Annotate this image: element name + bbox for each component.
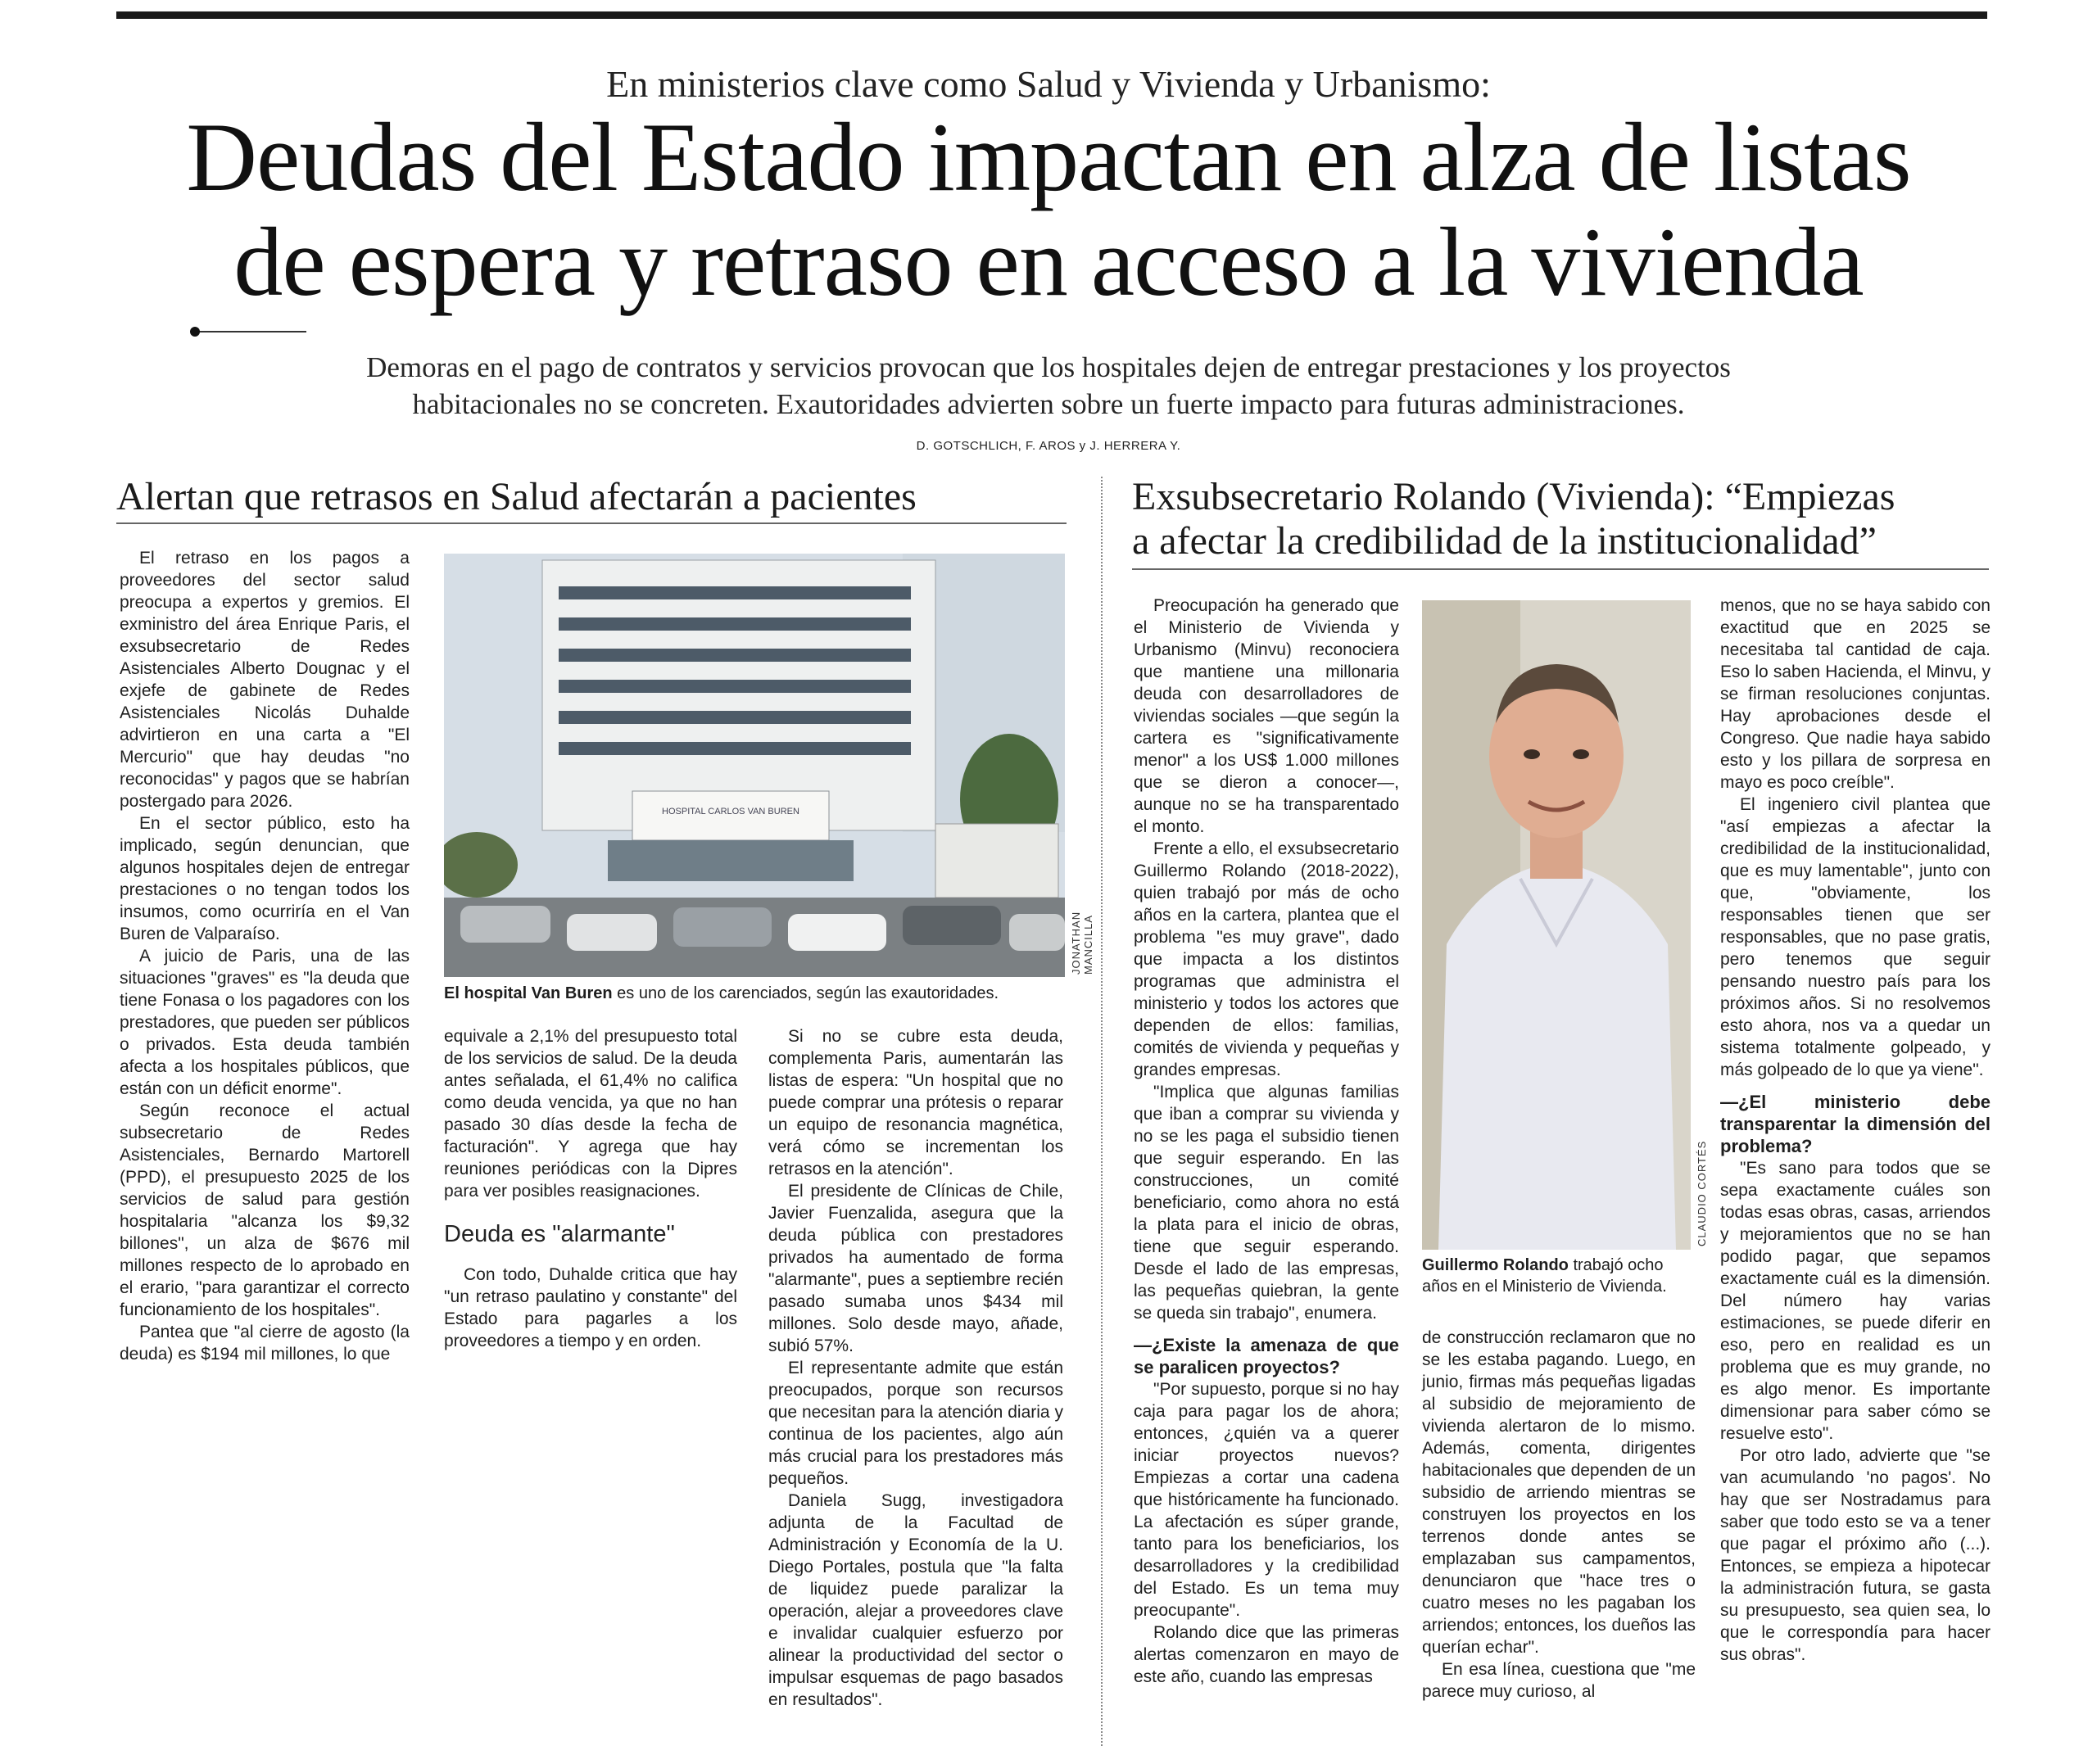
vivienda-column-1 <box>1134 595 1399 1688</box>
interview-question-1: —¿Existe la amenaza de que se paralicen proyectos? <box>1134 1335 1399 1377</box>
hospital-illustration <box>444 554 1065 977</box>
vivienda-title-line-1: Exsubsecretario Rolando (Vivienda): “Empiezas <box>1132 475 1895 518</box>
paragraph: "Por supuesto, porque si no hay caja para pagar los de ahora; entonces, ¿quién va a querer iniciar proyectos nuevos? Empiezas a cortar una cadena que históricamente ha funcionado. La afectación es súper grande, tanto para los beneficiarios, los desarrolladores y la credibilidad del Estado. Es un tema muy preocupante". <box>1134 1380 1399 1620</box>
portrait-caption <box>1422 1255 1701 1297</box>
interview-question-2: —¿El ministerio debe transparentar la dimensión del problema? <box>1720 1092 1991 1156</box>
salud-section-title: Alertan que retrasos en Salud afectarán a pacientes <box>116 475 917 518</box>
hospital-photo-caption <box>444 983 1075 1004</box>
paragraph: Daniela Sugg, investigadora adjunta de la Facultad de Administración y Economía de la U. Diego Portales, postula que "la falta de liquidez puede paralizar la operación, alejar a proveedores clave e invalidar cualquier esfuerzo por alinear la productividad del sector o impulsar esquemas de pago basados en resultados". <box>768 1491 1063 1709</box>
deck-line-2: habitacionales no se concreten. Exautoridades advierten sobre un fuerte impacto para futuras administraciones. <box>412 388 1685 420</box>
hospital-photo-credit: JONATHAN MANCILLA <box>1070 911 1094 975</box>
paragraph: menos, que no se haya sabido con exactitud que en 2025 se necesitaba tal cantidad de caja. Eso lo saben Hacienda, el Minvu, y se firman resoluciones conjuntas. Hay aprobaciones desde el Congreso. Que nadie haya sabido esto y los pillara de sorpresa en mayo es poco creíble". <box>1720 596 1991 792</box>
hospital-sign: HOSPITAL CARLOS VAN BUREN <box>662 807 799 816</box>
paragraph: Preocupación ha generado que el Ministerio de Vivienda y Urbanismo (Minvu) reconociera que mantiene una millonaria deuda con desarrolladores de viviendas sociales —que según la cartera es "significativamente menor" a los US$ 1.000 millones que se dieron a conocer—, aunque no se ha transparentado el monto. <box>1134 596 1399 836</box>
paragraph: de construcción reclamaron que no se les estaba pagando. Luego, en junio, firmas más pequeñas ligadas al subsidio de mejoramiento de vivienda alertaron de lo mismo. Además, comenta, dirigentes habitacionales que dependen de un subsidio de arriendo mientras se construyen los proyectos en los terrenos donde antes se emplazaban sus campamentos, denunciaron que "hace tres o cuatro meses no les pagaban los arriendos; entonces, los dueños las querían echar". <box>1422 1328 1696 1657</box>
caption-rest: trabajó ocho años en el Ministerio de Vivienda. <box>1422 1256 1667 1296</box>
paragraph: El presidente de Clínicas de Chile, Javier Fuenzalida, asegura que la deuda pública con prestadores privados ha aumentado de forma "alarmante", pues a septiembre recién pasado sumaba unos $434 mil millones. Solo desde mayo, añade, subió 57%. <box>768 1182 1063 1355</box>
vivienda-column-2 <box>1422 1327 1696 1703</box>
deck <box>180 349 1917 423</box>
paragraph: equivale a 2,1% del presupuesto total de los servicios de salud. De la deuda antes señalada, el 61,4% no califica como deuda vencida, ya que no han pasado 30 días desde la fecha de facturación". Y agrega que hay reuniones periódicas con la Dipres para ver posibles reasignaciones. <box>444 1027 737 1201</box>
vivienda-section-title <box>1132 475 1992 563</box>
portrait-illustration <box>1422 600 1691 1250</box>
portrait-photo <box>1422 600 1691 1250</box>
headline <box>98 102 1999 316</box>
headline-line-2: de espera y retraso en acceso a la vivienda <box>233 207 1864 316</box>
paragraph: Si no se cubre esta deuda, complementa Paris, aumentarán las listas de espera: "Un hospital que no puede comprar una prótesis o reparar un equipo de resonancia magnética, verá cómo se incrementan los retrasos en la atención". <box>768 1027 1063 1178</box>
caption-bold: El hospital Van Buren <box>444 984 613 1002</box>
ornament-dot <box>190 327 200 337</box>
portrait-photo-credit: CLAUDIO CORTÉS <box>1696 1140 1708 1246</box>
caption-bold: Guillermo Rolando <box>1422 1256 1569 1274</box>
paragraph: En esa línea, cuestiona que "me parece muy curioso, al <box>1422 1660 1696 1701</box>
salud-column-3 <box>768 1025 1063 1711</box>
paragraph: "Implica que algunas familias que iban a comprar su vivienda y no se les paga el subsidio tienen que seguir esperando. En las construcciones, un comité beneficiario, como ahora no está la plata para el inicio de obras, tiene que seguir esperando. Desde el lado de las empresas, las pequeñas quiebran, la gente se queda sin trabajo", enumera. <box>1134 1083 1399 1323</box>
salud-subhead: Deuda es "alarmante" <box>444 1221 675 1247</box>
vivienda-title-line-2: a afectar la credibilidad de la institucionalidad” <box>1132 519 1877 563</box>
salud-title-rule <box>116 522 1067 524</box>
vivienda-column-3 <box>1720 595 1991 1666</box>
paragraph: A juicio de Paris, una de las situaciones "graves" es "la deuda que tiene Fonasa o los pagadores con los prestadores, que pueden ser públicos o privados. Esta deuda también afecta a los hospitales públicos, que están con un déficit enorme". <box>120 947 410 1098</box>
caption-rest: es uno de los carenciados, según las exautoridades. <box>612 984 999 1002</box>
vivienda-title-rule <box>1132 568 1989 570</box>
paragraph: En el sector público, esto ha implicado, según denuncian, que algunos hospitales dejen de entregar prestaciones o no tengan todos los insumos, como ocurriría en el Van Buren de Valparaíso. <box>120 814 410 943</box>
top-rule <box>116 11 1987 19</box>
paragraph: Con todo, Duhalde critica que hay "un retraso paulatino y constante" del Estado para pagarles a los proveedores a tiempo y en orden. <box>444 1265 737 1350</box>
paragraph: Rolando dice que las primeras alertas comenzaron en mayo de este año, cuando las empresas <box>1134 1623 1399 1686</box>
byline: D. GOTSCHLICH, F. AROS y J. HERRERA Y. <box>916 439 1181 453</box>
salud-column-1 <box>120 547 410 1365</box>
column-divider <box>1101 477 1103 1746</box>
paragraph: El retraso en los pagos a proveedores del sector salud preocupa a expertos y gremios. El exministro del área Enrique Paris, el exsubsecretario de Redes Asistenciales Alberto Dougnac y el exjefe de gabinete de Redes Asistenciales Nicolás Duhalde advirtieron en una carta a "El Mercurio" que hay deudas "no reconocidas" y pagos que se habrían postergado para 2026. <box>120 549 410 811</box>
paragraph: El ingeniero civil plantea que "así empiezas a afectar la credibilidad de la institucionalidad, que es muy lamentable", junto con que, "obviamente, los responsables tienen que ser responsables, que no pase gratis, pero tenemos que seguir pensando nuestro país para los próximos años. Si no resolvemos esto ahora, nos va a quedar un sistema totalmente golpeado, y más golpeado de lo que ya viene". <box>1720 795 1991 1079</box>
hospital-photo <box>444 554 1065 977</box>
ornament-line <box>192 331 306 332</box>
paragraph: Según reconoce el actual subsecretario de Redes Asistenciales, Bernardo Martorell (PPD), el presupuesto 2025 de los servicios de salud para gestión hospitalaria "alcanza los $9,32 billones", un alza de $676 mil millones respecto de lo aprobado en el erario, "para garantizar el correcto funcionamiento de los hospitales". <box>120 1101 410 1319</box>
paragraph: El representante admite que están preocupados, porque son recursos que necesitan para la atención diaria y continua de los pacientes, algo aún más crucial para los prestadores más pequeños. <box>768 1359 1063 1488</box>
paragraph: "Es sano para todos que se sepa exactamente cuáles son todas esas obras, casas, arriendos y mejoramientos que no se han podido pagar, que sepamos exactamente cuál es la dimensión. Del número hay varias estimaciones, se puede diferir en eso, pero en realidad es un problema que es muy grande, no es algo menor. Es importante dimensionar para saber cómo se resuelve esto". <box>1720 1159 1991 1443</box>
headline-line-1: Deudas del Estado impactan en alza de listas <box>186 102 1911 211</box>
deck-line-1: Demoras en el pago de contratos y servicios provocan que los hospitales dejen de entregar prestaciones y los proyectos <box>366 351 1731 383</box>
paragraph: Pantea que "al cierre de agosto (la deuda) es $194 mil millones, lo que <box>120 1323 410 1364</box>
paragraph: Frente a ello, el exsubsecretario Guillermo Rolando (2018-2022), quien trabajó por más de ocho años en la cartera, plantea que el problema "es muy grave", dado que impacta a los distintos programas que administra el ministerio y todos los actores que dependen de ellos: familias, comités de vivienda y pequeñas y grandes empresas. <box>1134 839 1399 1079</box>
kicker: En ministerios clave como Salud y Vivienda y Urbanismo: <box>606 63 1491 105</box>
paragraph: Por otro lado, advierte que "se van acumulando 'no pagos'. No hay que ser Nostradamus para saber que todo esto se va a tener que pagar el próximo año (...). Entonces, se empieza a hipotecar la administración futura, se gasta su presupuesto, sea quien sea, lo que le correspondía para hacer sus obras". <box>1720 1446 1991 1664</box>
salud-column-2 <box>444 1025 737 1352</box>
